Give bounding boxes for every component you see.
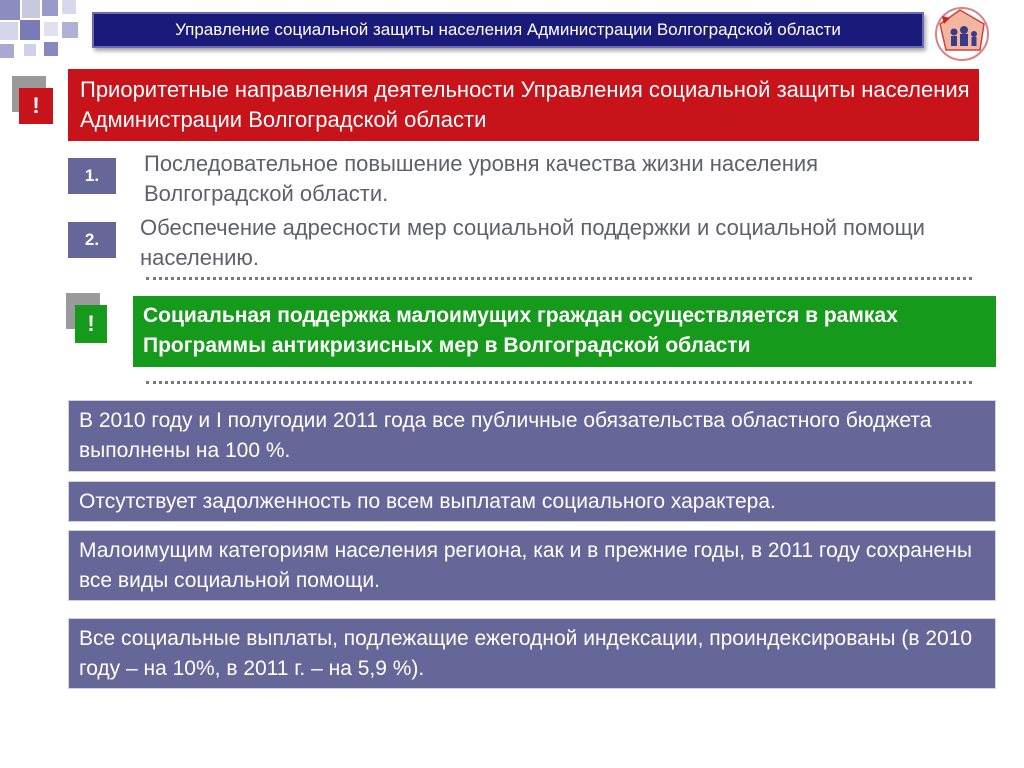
priority-marker: !: [19, 88, 53, 124]
fact-social-aid-preserved: Малоимущим категориям населения региона, как и в прежние годы, в 2011 году сохранены все виды социальной помощи.: [68, 530, 996, 601]
dotted-divider-top: [146, 277, 972, 280]
header-title: Управление социальной защиты населения Администрации Волгоградской области: [92, 12, 924, 48]
corner-decoration: [0, 0, 90, 60]
organization-logo: [932, 4, 992, 62]
item-text-1: Последовательное повышение уровня качества жизни населения Волгоградской области.: [144, 151, 819, 206]
item-text-2: Обеспечение адресности мер социальной поддержки и социальной помощи населению.: [140, 215, 925, 270]
item-number-2: 2.: [68, 222, 116, 258]
fact-indexation: Все социальные выплаты, подлежащие ежегодной индексации, проиндексированы (в 2010 году – на 10%, в 2011 г. – на 5,9 %).: [68, 618, 996, 689]
fact-no-debt: Отсутствует задолженность по всем выплатам социального характера.: [68, 481, 996, 522]
fact-budget-obligations: В 2010 году и I полугодии 2011 года все публичные обязательства областного бюджета выполнены на 100 %.: [68, 400, 996, 472]
priority-title: Приоритетные направления деятельности Управления социальной защиты населения Администрации Волгоградской области: [68, 69, 979, 141]
program-marker: !: [75, 305, 107, 343]
dotted-divider-bottom: [146, 381, 972, 384]
item-number-1: 1.: [68, 158, 116, 194]
program-statement: Социальная поддержка малоимущих граждан осуществляется в рамках Программы антикризисных мер в Волгоградской области: [133, 296, 996, 367]
